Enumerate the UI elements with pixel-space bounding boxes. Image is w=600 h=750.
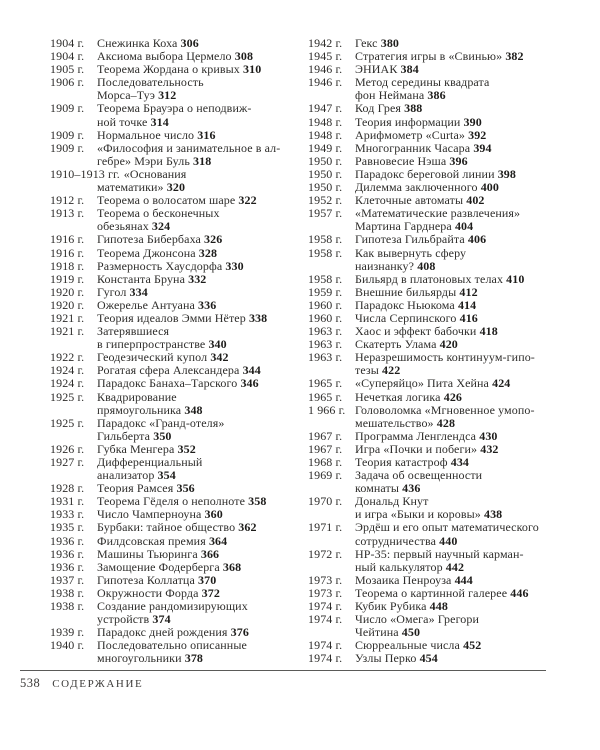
entry-page: 342	[210, 350, 229, 365]
entry-title: Квадрирование прямоугольника	[97, 389, 182, 417]
entry-page: 438	[483, 507, 503, 522]
entry-year: 1950 г.	[308, 180, 343, 195]
toc-entry	[50, 312, 302, 325]
entry-title: Теорема Гёделя о неполноте	[97, 494, 246, 509]
entry-page: 348	[184, 402, 203, 417]
entry-title: Эрдёш и его опыт математического сотрудничества	[355, 520, 539, 548]
entry-page: 350	[153, 428, 172, 443]
entry-title: Окружности Форда	[97, 585, 199, 600]
entry-year: 1938 г.	[50, 599, 85, 614]
entry-page: 424	[492, 376, 511, 391]
entry-page: 354	[157, 468, 176, 483]
toc-entry	[50, 102, 302, 128]
entry-title: Теорема о картинной галерее	[355, 585, 508, 600]
entry-page: 416	[459, 310, 478, 325]
entry-year: 1973 г.	[308, 585, 343, 600]
footer-divider	[20, 670, 546, 671]
entry-year: 1925 г.	[50, 389, 85, 404]
entry-page: 390	[463, 114, 482, 129]
entry-page: 352	[177, 441, 196, 456]
entry-title: Последовательно описанные многоугольники	[97, 638, 247, 666]
entry-page: 322	[238, 193, 257, 208]
entry-title: Парадокс «Гранд-отеля» Гильберта	[97, 415, 225, 443]
entry-year: 1949 г.	[308, 140, 343, 155]
toc-entry	[50, 417, 302, 443]
entry-year: 1967 г.	[308, 428, 343, 443]
entry-page: 394	[473, 140, 492, 155]
entry-page: 316	[197, 127, 216, 142]
entry-title: Гекс	[355, 36, 378, 50]
entry-year: 1905 г.	[50, 62, 85, 77]
entry-page: 372	[201, 585, 220, 600]
toc-entry	[50, 639, 302, 665]
entry-page: 346	[240, 376, 259, 391]
toc-entry	[50, 391, 302, 417]
entry-page: 398	[497, 166, 517, 181]
entry-page: 336	[198, 297, 217, 312]
entry-year: 1919 г.	[50, 271, 85, 286]
entry-page: 314	[150, 114, 169, 129]
entry-year: 1936 г.	[50, 546, 85, 561]
entry-page: 414	[457, 297, 477, 312]
entry-page: 422	[382, 363, 401, 378]
entry-year: 1916 г.	[50, 232, 85, 247]
footer-section-title: СОДЕРЖАНИЕ	[52, 678, 144, 690]
toc-entry	[50, 325, 302, 351]
toc-entry	[50, 142, 302, 168]
toc-entry	[308, 613, 570, 639]
toc-entry	[308, 50, 570, 63]
entry-title: Размерность Хаусдорфа	[97, 258, 223, 273]
entry-title: Головоломка «Мгновенное умопо- мешательство»	[355, 402, 535, 430]
toc-entry	[308, 652, 570, 665]
toc-entry	[50, 600, 302, 626]
entry-year: 1974 г.	[308, 612, 343, 627]
entry-page: 330	[225, 258, 244, 273]
entry-year: 1942 г.	[308, 36, 343, 50]
entry-title: Нормальное число	[97, 127, 195, 142]
footer-page-number: 538	[20, 676, 41, 690]
entry-title: Теория идеалов Эмми Нётер	[97, 310, 246, 325]
entry-year: 1937 г.	[50, 572, 85, 587]
entry-title: Теорема о бесконечных обезьянах	[97, 206, 220, 234]
entry-title: Гугол	[97, 284, 127, 299]
toc-entry	[308, 548, 570, 574]
entry-year: 1938 г.	[50, 585, 85, 600]
entry-title: Теорема о волосатом шаре	[97, 193, 236, 208]
entry-year: 1918 г.	[50, 258, 85, 273]
entry-page: 454	[419, 651, 438, 666]
entry-title: Гипотеза Коллатца	[97, 572, 195, 587]
entry-title: Дональд Кнут и игра «Быки и коровы»	[355, 494, 481, 522]
entry-year: 1958 г.	[308, 271, 343, 286]
entry-title: Снежинка Коха	[97, 36, 178, 50]
entry-title: «Философия и занимательное в ал- гебре» Мэри Буль	[97, 140, 281, 168]
entry-title: Теорема Брауэра о неподвиж- ной точке	[97, 101, 252, 129]
entry-year: 1957 г.	[308, 206, 343, 221]
entry-page: 374	[152, 612, 171, 627]
entry-title: Кубик Рубика	[355, 599, 427, 614]
entry-year: 1945 г.	[308, 49, 343, 64]
entry-page: 326	[204, 232, 223, 247]
entry-title: Дифференциальный анализатор	[97, 455, 203, 483]
entry-page: 312	[158, 88, 177, 103]
entry-year: 1948 г.	[308, 127, 343, 142]
entry-title: «Математические развлечения» Мартина Гарднера	[355, 206, 521, 234]
entry-page: 448	[429, 599, 448, 614]
entry-page: 402	[466, 193, 485, 208]
entry-title: Гипотеза Гильбрайта	[355, 232, 465, 247]
entry-year: 1933 г.	[50, 507, 85, 522]
entry-page: 442	[445, 559, 465, 574]
entry-title: Число Чамперноуна	[97, 507, 202, 522]
entry-title: Стратегия игры в «Свинью»	[355, 49, 503, 64]
page-footer	[20, 676, 143, 691]
entry-title: «Суперяйцо» Пита Хейна	[355, 376, 489, 391]
entry-title: Мозаика Пенроуза	[355, 572, 452, 587]
entry-page: 344	[242, 363, 261, 378]
toc-entry	[308, 207, 570, 233]
toc-entry	[50, 273, 302, 286]
entry-year: 1921 г.	[50, 324, 85, 339]
entry-year: 1970 г.	[308, 494, 343, 509]
entry-title: Хаос и эффект бабочки	[355, 324, 477, 339]
entry-year: 1910–1913 гг.	[50, 166, 120, 181]
entry-page: 358	[248, 494, 267, 509]
entry-title: Как вывернуть сферу наизнанку?	[355, 245, 467, 273]
entry-page: 332	[188, 271, 207, 286]
entry-year: 1935 г.	[50, 520, 85, 535]
entry-year: 1928 г.	[50, 481, 85, 496]
entry-title: Геодезический купол	[97, 350, 208, 365]
entry-title: Теория Рамсея	[97, 481, 174, 496]
entry-title: Сюрреальные числа	[355, 638, 460, 653]
entry-page: 406	[467, 232, 487, 247]
entry-year: 1920 г.	[50, 284, 85, 299]
entry-year: 1963 г.	[308, 337, 343, 352]
entry-page: 408	[417, 258, 436, 273]
entry-page: 362	[238, 520, 257, 535]
entry-title: Замощение Фодерберга	[97, 559, 220, 574]
toc-column-left	[50, 37, 302, 666]
entry-page: 356	[176, 481, 195, 496]
toc-entry	[50, 76, 302, 102]
entry-page: 320	[166, 180, 186, 195]
entry-year: 1974 г.	[308, 651, 343, 666]
toc-column-right	[308, 37, 570, 666]
entry-page: 328	[198, 245, 218, 260]
entry-title: Игра «Почки и побеги»	[355, 441, 478, 456]
toc-entry	[308, 76, 570, 102]
entry-title: Ожерелье Антуана	[97, 297, 195, 312]
entry-page: 412	[459, 284, 478, 299]
entry-year: 1947 г.	[308, 101, 343, 116]
entry-year: 1965 г.	[308, 389, 343, 404]
entry-year: 1936 г.	[50, 559, 85, 574]
entry-page: 360	[204, 507, 223, 522]
entry-year: 1969 г.	[308, 468, 343, 483]
entry-title: Затерявшиеся в гиперпространстве	[97, 324, 206, 352]
entry-year: 1971 г.	[308, 520, 343, 535]
entry-page: 410	[506, 271, 525, 286]
entry-title: Метод середины квадрата фон Неймана	[355, 75, 490, 103]
entry-page: 434	[450, 455, 470, 469]
entry-year: 1931 г.	[50, 494, 85, 509]
entry-title: Теория катастроф	[355, 455, 448, 469]
entry-year: 1922 г.	[50, 350, 85, 365]
entry-page: 340	[208, 337, 227, 352]
entry-year: 1939 г.	[50, 625, 85, 640]
entry-title: Программа Ленглендса	[355, 428, 477, 443]
entry-year: 1924 г.	[50, 363, 85, 378]
entry-year: 1904 г.	[50, 49, 85, 64]
entry-title: ЭНИАК	[355, 62, 398, 77]
entry-title: Бильярд в платоновых телах	[355, 271, 504, 286]
toc-entry	[308, 247, 570, 273]
entry-year: 1960 г.	[308, 310, 343, 325]
entry-page: 440	[439, 533, 458, 548]
entry-year: 1950 г.	[308, 166, 343, 181]
entry-year: 1927 г.	[50, 455, 85, 469]
entry-page: 318	[193, 153, 212, 168]
entry-year: 1916 г.	[50, 245, 85, 260]
entry-page: 308	[234, 49, 254, 64]
entry-year: 1968 г.	[308, 455, 343, 469]
entry-title: «Основания математики»	[97, 166, 187, 195]
toc-entry	[50, 456, 302, 482]
entry-page: 420	[439, 337, 458, 352]
entry-title: Парадокс береговой линии	[355, 166, 495, 181]
entry-page: 368	[222, 559, 242, 574]
entry-year: 1909 г.	[50, 140, 85, 155]
entry-year: 1912 г.	[50, 193, 85, 208]
entry-page: 404	[454, 219, 474, 234]
entry-title: Неразрешимость континуум-гипо- тезы	[355, 350, 535, 378]
entry-year: 1950 г.	[308, 153, 343, 168]
entry-title: Теория информации	[355, 114, 461, 129]
entry-page: 428	[436, 415, 456, 430]
entry-year: 1904 г.	[50, 36, 85, 50]
entry-page: 400	[480, 180, 499, 195]
entry-title: Дилемма заключенного	[355, 180, 478, 195]
entry-title: Парадокс дней рождения	[97, 625, 228, 640]
entry-year: 1959 г.	[308, 284, 343, 299]
entry-page: 450	[401, 625, 421, 640]
entry-page: 324	[151, 219, 171, 234]
entry-page: 418	[479, 324, 498, 339]
entry-page: 386	[427, 88, 446, 103]
entry-title: Код Грея	[355, 101, 401, 116]
entry-year: 1940 г.	[50, 638, 85, 653]
entry-page: 452	[463, 638, 482, 653]
entry-title: Скатерть Улама	[355, 337, 437, 352]
entry-title: Клеточные автоматы	[355, 193, 464, 208]
entry-title: Создание рандомизирующих устройств	[97, 599, 248, 627]
entry-page: 338	[248, 310, 268, 325]
entry-title: Аксиома выбора Цермело	[97, 49, 232, 64]
entry-year: 1909 г.	[50, 127, 85, 142]
entry-year: 1920 г.	[50, 297, 85, 312]
entry-title: Узлы Перко	[355, 651, 417, 666]
entry-title: Равновесие Нэша	[355, 153, 447, 168]
entry-title: Арифмометр «Curta»	[355, 127, 465, 142]
entry-page: 370	[198, 572, 217, 587]
entry-title: Многогранник Часара	[355, 140, 471, 155]
entry-page: 396	[449, 153, 468, 168]
entry-page: 334	[129, 284, 148, 299]
entry-year: 1946 г.	[308, 75, 343, 90]
entry-year: 1972 г.	[308, 546, 343, 561]
entry-year: 1913 г.	[50, 206, 85, 221]
entry-title: Число «Омега» Грегори Чейтина	[355, 612, 480, 640]
entry-year: 1958 г.	[308, 232, 343, 247]
entry-year: 1967 г.	[308, 441, 343, 456]
entry-page: 426	[443, 389, 463, 404]
entry-year: 1906 г.	[50, 75, 85, 90]
toc-entry	[308, 639, 570, 652]
entry-page: 392	[468, 127, 487, 142]
entry-page: 310	[243, 62, 262, 77]
entry-title: Машины Тьюринга	[97, 546, 198, 561]
entry-year: 1973 г.	[308, 572, 343, 587]
entry-title: Числа Серпинского	[355, 310, 457, 325]
entry-page: 378	[184, 651, 204, 666]
entry-page: 366	[200, 546, 220, 561]
toc-entry	[308, 351, 570, 377]
entry-page: 436	[402, 481, 421, 496]
entry-year: 1974 г.	[308, 599, 343, 614]
entry-page: 388	[404, 101, 423, 116]
entry-year: 1960 г.	[308, 297, 343, 312]
toc-entry	[50, 168, 302, 194]
toc-entry	[308, 404, 570, 430]
entry-title: Губка Менгера	[97, 441, 175, 456]
entry-page: 380	[380, 36, 400, 50]
entry-title: Внешние бильярды	[355, 284, 457, 299]
entry-title: Гипотеза Бибербаха	[97, 232, 201, 247]
entry-year: 1936 г.	[50, 533, 85, 548]
entry-page: 446	[510, 585, 529, 600]
entry-title: Задача об освещенности комнаты	[355, 468, 483, 496]
entry-page: 384	[400, 62, 419, 77]
entry-title: Бурбаки: тайное общество	[97, 520, 236, 535]
entry-year: 1 966 г.	[308, 402, 346, 417]
entry-year: 1952 г.	[308, 193, 343, 208]
entry-year: 1963 г.	[308, 324, 343, 339]
toc-entry	[50, 207, 302, 233]
entry-page: 376	[230, 625, 249, 640]
entry-page: 364	[208, 533, 228, 548]
entry-year: 1974 г.	[308, 638, 343, 653]
entry-year: 1924 г.	[50, 376, 85, 391]
entry-year: 1909 г.	[50, 101, 85, 116]
entry-year: 1948 г.	[308, 114, 343, 129]
entry-title: Рогатая сфера Александера	[97, 363, 240, 378]
entry-year: 1921 г.	[50, 310, 85, 325]
entry-page: 444	[454, 572, 473, 587]
entry-page: 382	[505, 49, 524, 64]
entry-title: Теорема Джонсона	[97, 245, 196, 260]
entry-title: Филдсовская премия	[97, 533, 206, 548]
entry-title: Парадокс Банаха–Тарского	[97, 376, 238, 391]
entry-title: Константа Бруна	[97, 271, 185, 286]
entry-year: 1965 г.	[308, 376, 343, 391]
entry-year: 1946 г.	[308, 62, 343, 77]
toc-entry	[308, 469, 570, 495]
entry-year: 1958 г.	[308, 245, 343, 260]
entry-year: 1926 г.	[50, 441, 85, 456]
entry-title: Последовательность Морса–Туэ	[97, 75, 204, 103]
entry-year: 1963 г.	[308, 350, 343, 365]
entry-page: 430	[479, 428, 498, 443]
entry-title: Нечеткая логика	[355, 389, 441, 404]
entry-title: Парадокс Ньюкома	[355, 297, 455, 312]
entry-year: 1925 г.	[50, 415, 85, 430]
toc-entry	[308, 495, 570, 521]
entry-title: Теорема Жордана о кривых	[97, 62, 240, 77]
entry-page: 432	[480, 441, 499, 456]
toc-entry	[308, 521, 570, 547]
entry-title: HP-35: первый научный карман- ный калькулятор	[355, 546, 524, 574]
entry-page: 306	[180, 36, 199, 50]
